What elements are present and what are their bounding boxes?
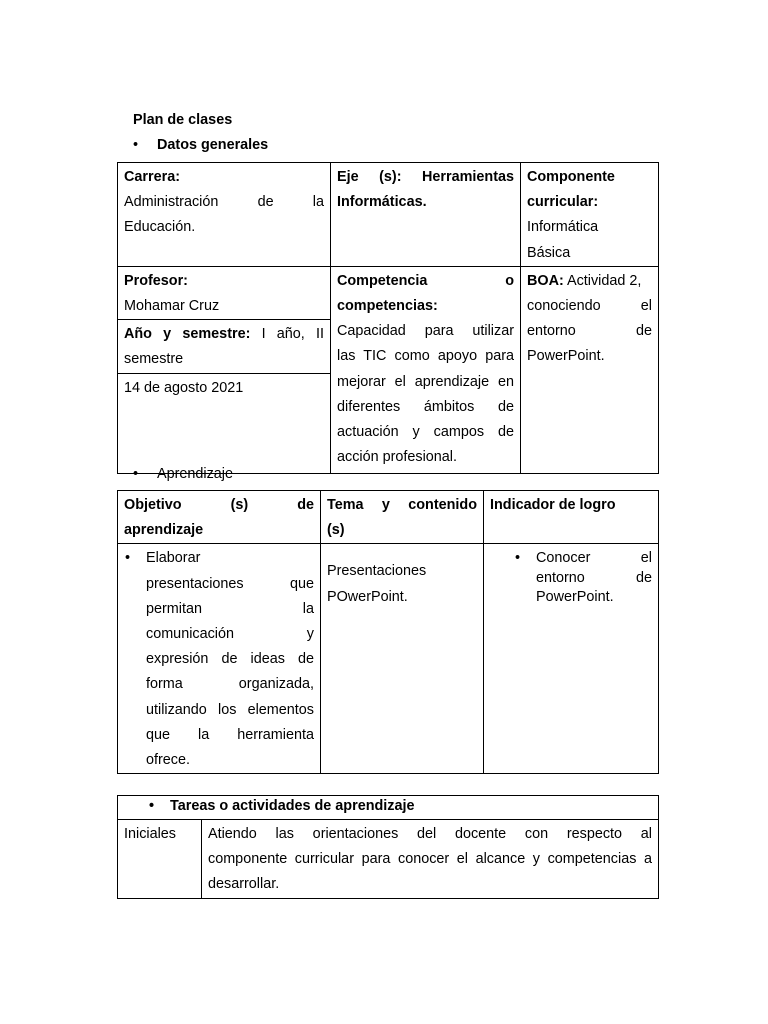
objetivo-header: Objetivo (s) de aprendizaje: [118, 491, 321, 544]
carrera-cell: Carrera: Administración de la Educación.: [118, 163, 331, 267]
tareas-heading-cell: • Tareas o actividades de aprendizaje: [118, 796, 659, 820]
aprendizaje-table: [117, 490, 659, 774]
indicador-header: Indicador de logro: [484, 491, 659, 544]
iniciales-content-cell: Atiendo las orientaciones del docente con respecto al componente curricular para conocer el alcance y competencias a desarrollar.: [202, 820, 659, 899]
indicador-cell: [484, 544, 659, 774]
objetivo-cell: [118, 544, 321, 774]
tema-cell: Presentaciones POwerPoint.: [321, 544, 484, 774]
eje-cell: Eje (s): Herramientas Informáticas.: [331, 163, 521, 267]
iniciales-label-cell: Iniciales: [118, 820, 202, 899]
indicador-list-item: • Conocer el entorno de PowerPoint.: [514, 549, 652, 608]
boa-cell: BOA: Actividad 2, conociendo el entorno de PowerPoint.: [521, 266, 659, 473]
profesor-cell: Profesor: Mohamar Cruz: [118, 266, 331, 319]
bullet-icon: •: [133, 466, 139, 482]
anio-semestre-cell: Año y semestre: I año, II semestre: [118, 320, 331, 373]
tema-header: Tema y contenido (s): [321, 491, 484, 544]
componente-cell: Componente curricular: Informática Básica: [521, 163, 659, 267]
fecha-cell: 14 de agosto 2021: [118, 373, 331, 473]
page-title: Plan de clases: [133, 112, 233, 128]
competencia-cell: Competencia o competencias: Capacidad para utilizar las TIC como apoyo para mejorar el aprendizaje en diferentes ámbitos de actuación y campos de acción profesional.: [331, 266, 521, 473]
datos-generales-table: [117, 162, 659, 474]
bullet-icon: •: [133, 137, 139, 153]
tareas-table: [117, 795, 659, 899]
objetivo-list-item: • Elaborar presentaciones que permitan la comunicación y expresión de ideas de forma organizada, utilizando los elementos que la herramienta ofrece.: [124, 546, 314, 773]
